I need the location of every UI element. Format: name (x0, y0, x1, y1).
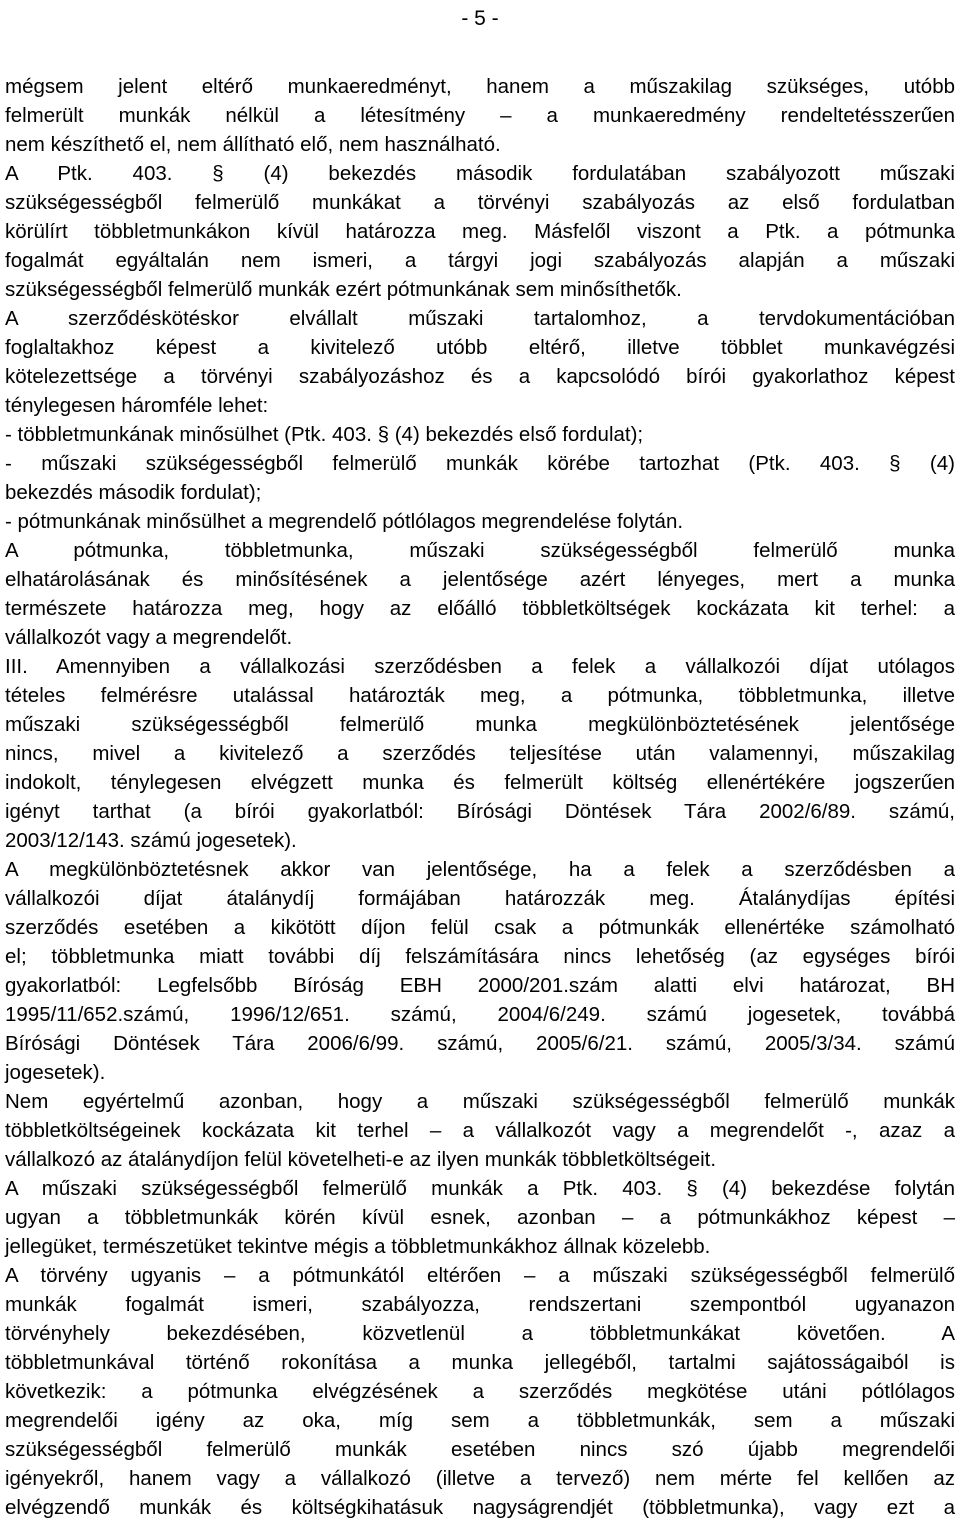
text-line: Bírósági Döntések Tára 2006/6/99. számú, 2005/6/21. számú, 2005/3/34. számú (5, 1032, 955, 1055)
text-line: többletköltségeinek kockázata kit terhel – a vállalkozót vagy a megrendelőt -, azaz a (5, 1119, 955, 1142)
text-line: el; többletmunka miatt további díj felszámítására nincs lehetőség (az egységes bírói (5, 945, 955, 968)
page-number: - 5 - (461, 7, 499, 30)
text-line: jogesetek). (5, 1061, 106, 1084)
text-line: vállalkozói díjat átalánydíj formájában határozzák meg. Átalánydíjas építési (5, 887, 955, 910)
text-line: vállalkozó az átalánydíjon felül követelheti-e az ilyen munkák többletköltségeit. (5, 1148, 717, 1171)
text-line: A megkülönböztetésnek akkor van jelentősége, ha a felek a szerződésben a (5, 858, 955, 881)
text-line: igényt tarthat (a bírói gyakorlatból: Bírósági Döntések Tára 2002/6/89. számú, (5, 800, 955, 823)
text-line: A törvény ugyanis – a pótmunkától eltérően – a műszaki szükségességből felmerülő (5, 1264, 955, 1287)
text-line: foglaltakhoz képest a kivitelező utóbb eltérő, illetve többlet munkavégzési (5, 336, 955, 359)
text-line: nem készíthető el, nem állítható elő, nem használható. (5, 133, 501, 156)
text-line: 1995/11/652.számú, 1996/12/651. számú, 2004/6/249. számú jogesetek, továbbá (5, 1003, 955, 1026)
text-line: A pótmunka, többletmunka, műszaki szükségességből felmerülő munka (5, 539, 955, 562)
text-line: Nem egyértelmű azonban, hogy a műszaki szükségességből felmerülő munkák (5, 1090, 955, 1113)
text-line: műszaki szükségességből felmerülő munka megkülönböztetésének jelentősége (5, 713, 955, 736)
text-line: szükségességből felmerülő munkák ezért pótmunkának sem minősíthetők. (5, 278, 682, 301)
text-line: 2003/12/143. számú jogesetek). (5, 829, 297, 852)
text-line: szerződés esetében a kikötött díjon felül csak a pótmunkák ellenértéke számolható (5, 916, 955, 939)
text-line: vállalkozót vagy a megrendelőt. (5, 626, 293, 649)
text-line: elvégzendő munkák és költségkihatásuk nagyságrendjét (többletmunka), vagy ezt a (5, 1496, 955, 1519)
text-line: felmerült munkák nélkül a létesítmény – a munkaeredmény rendeltetésszerűen (5, 104, 955, 127)
text-line: szükségességből felmerülő munkákat a törvényi szabályozás az első fordulatban (5, 191, 955, 214)
text-line: A műszaki szükségességből felmerülő munkák a Ptk. 403. § (4) bekezdése folytán (5, 1177, 955, 1200)
text-line: bekezdés második fordulat); (5, 481, 262, 504)
text-line: körülírt többletmunkákon kívül határozza meg. Másfelől viszont a Ptk. a pótmunka (5, 220, 955, 243)
text-line: munkák fogalmát ismeri, szabályozza, rendszertani szempontból ugyanazon (5, 1293, 955, 1316)
text-line: - műszaki szükségességből felmerülő munkák körébe tartozhat (Ptk. 403. § (4) (5, 452, 955, 475)
document-body (5, 72, 955, 1522)
text-line: - többletmunkának minősülhet (Ptk. 403. § (4) bekezdés első fordulat); (5, 423, 644, 446)
text-line: ténylegesen háromféle lehet: (5, 394, 269, 417)
text-line: mégsem jelent eltérő munkaeredményt, hanem a műszakilag szükséges, utóbb (5, 75, 955, 98)
text-line: elhatárolásának és minősítésének a jelentősége azért lényeges, mert a munka (5, 568, 955, 591)
text-line: többletmunkával történő rokonítása a munka jellegéből, tartalmi sajátosságaiból is (5, 1351, 955, 1374)
text-line: törvényhely bekezdésében, közvetlenül a többletmunkákat követően. A (5, 1322, 955, 1345)
text-line: A Ptk. 403. § (4) bekezdés második fordulatában szabályozott műszaki (5, 162, 955, 185)
text-line: indokolt, ténylegesen elvégzett munka és felmerült költség ellenértékére jogszerűen (5, 771, 955, 794)
text-line: fogalmát egyáltalán nem ismeri, a tárgyi jogi szabályozás alapján a műszaki (5, 249, 955, 272)
text-line: kötelezettsége a törvényi szabályozáshoz és a kapcsolódó bírói gyakorlathoz képest (5, 365, 955, 388)
text-line: A szerződéskötéskor elvállalt műszaki tartalomhoz, a tervdokumentációban (5, 307, 955, 330)
text-line: igényekről, hanem vagy a vállalkozó (illetve a tervező) nem mérte fel kellően az (5, 1467, 955, 1490)
text-line: tételes felmérésre utalással határozták meg, a pótmunka, többletmunka, illetve (5, 684, 955, 707)
text-line: - pótmunkának minősülhet a megrendelő pótlólagos megrendelése folytán. (5, 510, 684, 533)
text-line: ugyan a többletmunkák körén kívül esnek, azonban – a pótmunkákhoz képest – (5, 1206, 955, 1229)
text-line: nincs, mivel a kivitelező a szerződés teljesítése után valamennyi, műszakilag (5, 742, 955, 765)
text-line: jellegüket, természetüket tekintve mégis a többletmunkákhoz állnak közelebb. (5, 1235, 711, 1258)
text-line: gyakorlatból: Legfelsőbb Bíróság EBH 2000/201.szám alatti elvi határozat, BH (5, 974, 955, 997)
text-line: természete határozza meg, hogy az előálló többletköltségek kockázata kit terhel: a (5, 597, 955, 620)
text-line: következik: a pótmunka elvégzésének a szerződés megkötése utáni pótlólagos (5, 1380, 955, 1403)
text-line: szükségességből felmerülő munkák esetében nincs szó újabb megrendelői (5, 1438, 955, 1461)
text-line: III. Amennyiben a vállalkozási szerződésben a felek a vállalkozói díjat utólagos (5, 655, 955, 678)
text-line: megrendelői igény az oka, míg sem a többletmunkák, sem a műszaki (5, 1409, 955, 1432)
